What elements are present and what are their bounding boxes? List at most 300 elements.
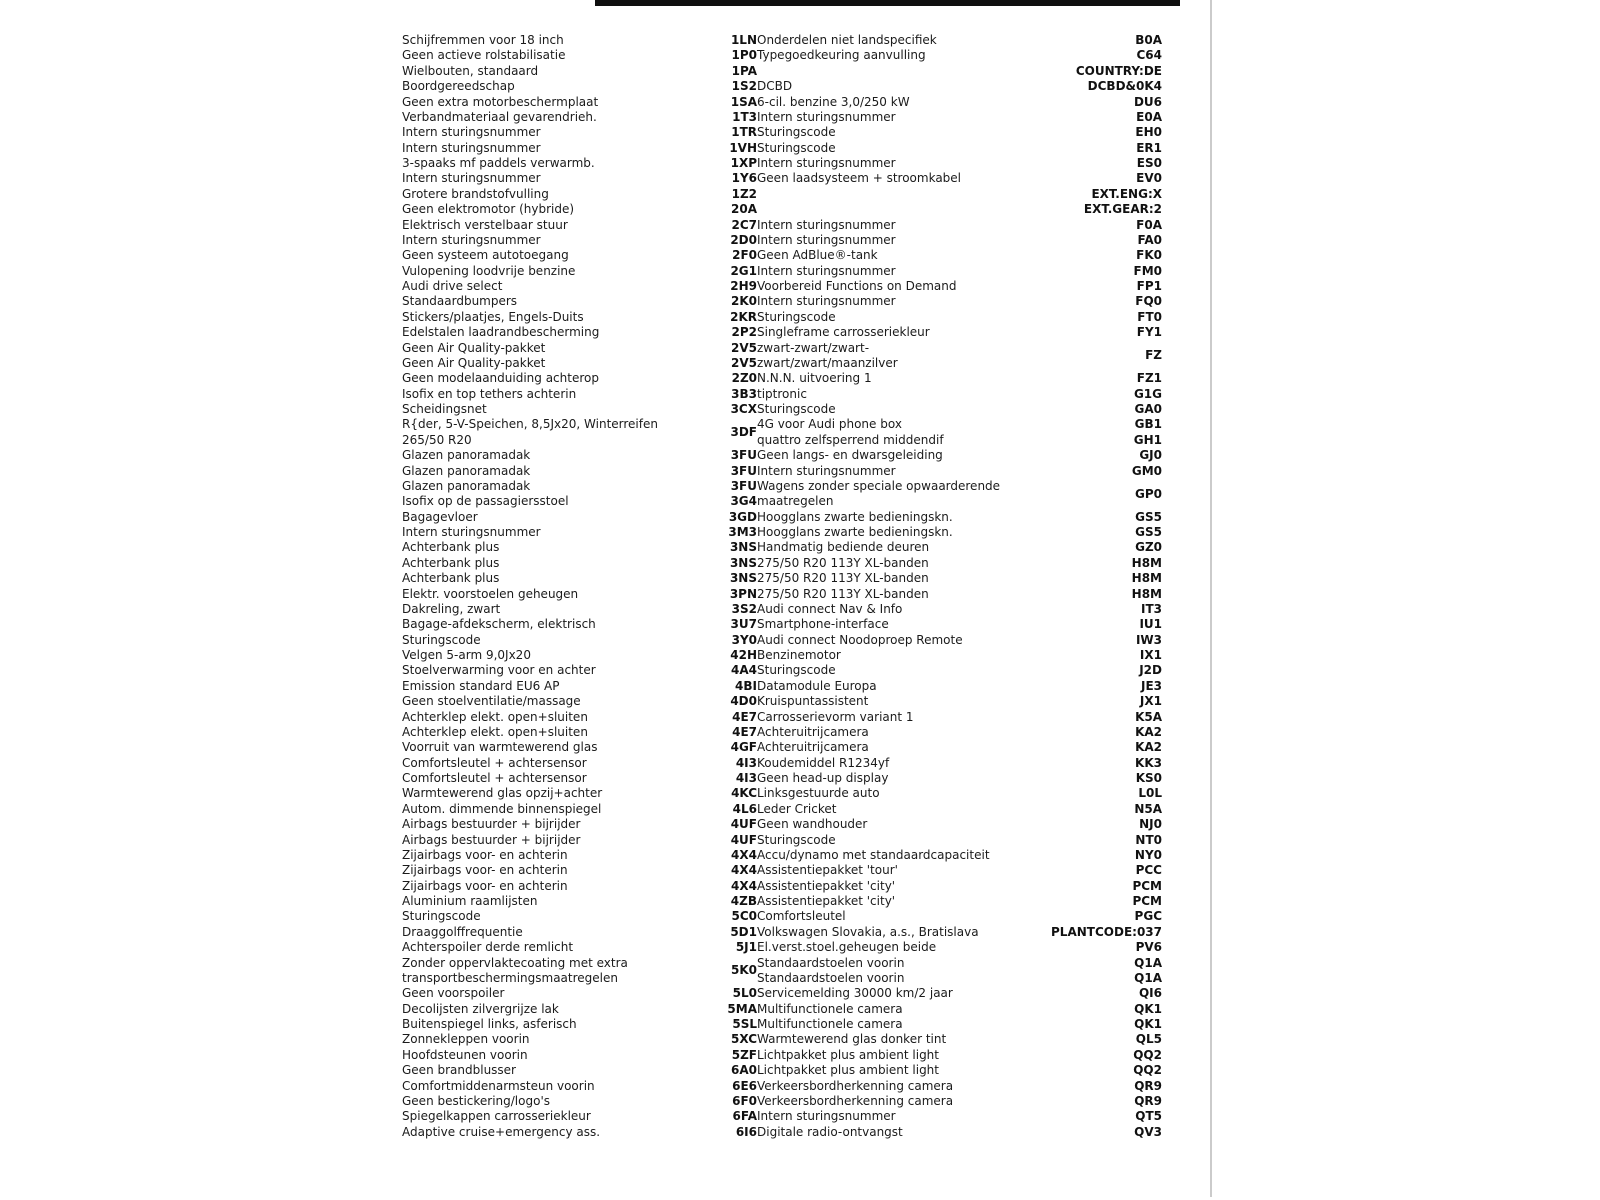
right-code-cell: KK3: [1135, 755, 1162, 770]
right-description-cell: Onderdelen niet landspecifiek: [757, 33, 937, 47]
right-code-cell: QR9: [1134, 1093, 1162, 1108]
left-code-cell: 2D0: [730, 232, 757, 247]
right-description-cell: 6-cil. benzine 3,0/250 kW: [757, 94, 910, 109]
left-code-cell: 4D0: [730, 694, 757, 709]
table-row: [402, 986, 1162, 1001]
right-description-cell: Achteruitrijcamera: [757, 724, 869, 739]
table-row: [402, 64, 1162, 79]
right-description-cell: Achteruitrijcamera: [757, 740, 869, 755]
table-row: [402, 464, 1162, 479]
left-description-cell: Comfortsleutel + achtersensor: [402, 771, 587, 785]
table-row: [402, 756, 1162, 771]
left-code-cell: 4ZB: [730, 894, 757, 908]
right-description-cell: Hoogglans zwarte bedieningskn.: [757, 509, 953, 524]
table-row: [402, 817, 1162, 832]
right-code-cell: GM0: [1131, 463, 1162, 478]
table-row: [402, 971, 1162, 986]
left-description-cell: Achterklep elekt. open+sluiten: [402, 724, 588, 739]
left-description-cell: Draaggolffrequentie: [402, 924, 523, 939]
left-code-cell: 4E7: [732, 709, 757, 724]
table-row: [402, 663, 1162, 678]
right-code-cell: PCC: [1135, 863, 1162, 878]
left-description-cell: Intern sturingsnummer: [402, 125, 541, 140]
left-description-cell: Decolijsten zilvergrijze lak: [402, 1001, 559, 1016]
left-code-cell: 20A: [731, 202, 757, 217]
right-description-cell: Voorbereid Functions on Demand: [757, 279, 957, 293]
right-code-cell: G1G: [1133, 386, 1162, 401]
left-description-cell: Airbags bestuurder + bijrijder: [402, 817, 581, 832]
right-code-cell: GB1: [1134, 417, 1162, 432]
right-description-cell: Sturingscode: [757, 402, 836, 416]
left-description-cell: Achterklep elekt. open+sluiten: [402, 709, 588, 724]
left-description-cell: Geen modelaanduiding achterop: [402, 371, 599, 386]
left-description-cell: Achterbank plus: [402, 540, 500, 555]
left-code-cell: 6FA: [732, 1109, 757, 1124]
right-code-cell: FP1: [1136, 279, 1162, 293]
right-description-cell: Standaardstoelen voorin: [757, 955, 905, 970]
right-description-cell: Sturingscode: [757, 125, 836, 140]
right-code-cell: PCM: [1132, 894, 1162, 908]
right-code-cell: QL5: [1135, 1032, 1162, 1047]
left-code-cell: 2H9: [730, 279, 757, 293]
table-row: [402, 95, 1162, 110]
right-description-cell: Carrosserievorm variant 1: [757, 709, 914, 724]
left-description-cell: Comfortsleutel + achtersensor: [402, 755, 587, 770]
right-description-cell: Comfortsleutel: [757, 909, 846, 924]
table-row: [402, 371, 1162, 386]
right-description-cell: Koudemiddel R1234yf: [757, 755, 890, 770]
right-description-cell: [757, 187, 1040, 202]
right-description-cell: [757, 202, 1040, 217]
right-code-cell: H8M: [1131, 555, 1162, 570]
left-code-cell: 2V5: [731, 340, 757, 355]
table-row: [402, 925, 1162, 940]
right-code-cell: QR9: [1134, 1078, 1162, 1093]
table-row: [402, 940, 1162, 955]
left-code-cell: 3U7: [730, 617, 757, 632]
table-row: [402, 771, 1162, 786]
right-code-cell: ER1: [1136, 140, 1162, 155]
left-code-cell: 6E6: [732, 1078, 757, 1093]
scan-artifact-bar: [595, 0, 1180, 6]
right-code-cell: QQ2: [1133, 1063, 1162, 1078]
table-row: [402, 417, 1162, 432]
table-row: [402, 433, 1162, 448]
right-code-cell: QI6: [1138, 986, 1162, 1001]
right-description-cell: zwart-zwart/zwart-: [757, 340, 870, 355]
left-description-cell: Warmtewerend glas opzij+achter: [402, 786, 603, 801]
table-row: [402, 556, 1162, 571]
left-code-cell: 4L6: [732, 801, 757, 816]
left-code-cell: 5MA: [727, 1001, 757, 1016]
right-code-cell: QK1: [1134, 1001, 1162, 1016]
right-description-cell: 275/50 R20 113Y XL-banden: [757, 586, 929, 601]
right-code-cell: J2D: [1139, 663, 1162, 678]
table-row: [402, 694, 1162, 709]
left-description-cell: Glazen panoramadak: [402, 448, 531, 463]
right-description-cell: N.N.N. uitvoering 1: [757, 371, 872, 386]
equipment-code-table: [402, 33, 1162, 1140]
left-description-cell: Edelstalen laadrandbescherming: [402, 325, 600, 340]
table-row: [402, 633, 1162, 648]
left-description-cell: Sturingscode: [402, 632, 481, 647]
left-description-cell: Spiegelkappen carrosseriekleur: [402, 1109, 591, 1124]
table-row: [402, 79, 1162, 94]
left-description-cell: Geen actieve rolstabilisatie: [402, 48, 566, 63]
right-description-cell: Volkswagen Slovakia, a.s., Bratislava: [757, 924, 979, 939]
left-description-cell: Scheidingsnet: [402, 402, 487, 416]
right-code-cell: GS5: [1135, 509, 1162, 524]
right-code-cell: H8M: [1131, 586, 1162, 601]
right-code-cell: GJ0: [1139, 448, 1162, 463]
left-description-cell: Intern sturingsnummer: [402, 171, 541, 186]
right-code-cell: PV6: [1135, 940, 1162, 955]
left-code-cell: 5L0: [732, 986, 757, 1001]
right-description-cell: Sturingscode: [757, 832, 836, 847]
left-code-cell: 3M3: [728, 525, 757, 539]
left-description-cell: Boordgereedschap: [402, 79, 515, 94]
table-row: [402, 740, 1162, 755]
right-code-cell: C64: [1136, 48, 1162, 63]
right-code-cell: GA0: [1134, 402, 1162, 416]
right-description-cell: Sturingscode: [757, 309, 836, 324]
left-code-cell: 4I3: [735, 755, 757, 770]
left-description-cell: Intern sturingsnummer: [402, 140, 541, 155]
right-code-cell: FA0: [1137, 232, 1162, 247]
right-description-cell: Lichtpakket plus ambient light: [757, 1063, 939, 1078]
right-description-cell: Intern sturingsnummer: [757, 232, 896, 247]
right-code-cell: QK1: [1134, 1017, 1162, 1031]
right-description-cell: Linksgestuurde auto: [757, 786, 880, 801]
left-description-cell: Vulopening loodvrije benzine: [402, 263, 576, 278]
right-description-cell: 275/50 R20 113Y XL-banden: [757, 571, 929, 586]
left-description-cell: Geen stoelventilatie/massage: [402, 694, 581, 709]
left-code-cell: 4KC: [731, 786, 757, 801]
left-description-cell: Standaardbumpers: [402, 294, 518, 309]
table-row: [402, 233, 1162, 248]
left-description-cell: Geen Air Quality-pakket: [402, 355, 546, 370]
left-code-cell: 1LN: [730, 33, 757, 47]
table-row: [402, 540, 1162, 555]
table-row: [402, 279, 1162, 294]
right-code-cell: FK0: [1136, 248, 1162, 263]
right-code-cell: KA2: [1135, 740, 1162, 755]
right-code-cell: E0A: [1136, 109, 1162, 124]
left-code-cell: 5SL: [732, 1017, 757, 1031]
left-description-cell: Voorruit van warmtewerend glas: [402, 740, 598, 755]
right-code-cell: JX1: [1139, 694, 1162, 709]
right-code-cell: K5A: [1135, 709, 1162, 724]
left-code-cell: 3PN: [729, 586, 757, 601]
left-description-cell: 3-spaaks mf paddels verwarmb.: [402, 156, 595, 170]
table-row: [402, 310, 1162, 325]
left-description-cell: Aluminium raamlijsten: [402, 894, 538, 908]
right-description-cell: Geen langs- en dwarsgeleiding: [757, 448, 943, 463]
table-row: [402, 956, 1162, 971]
right-description-cell: Verkeersbordherkenning camera: [757, 1078, 954, 1093]
right-code-cell: IW3: [1135, 632, 1162, 647]
right-description-cell: Wagens zonder speciale opwaarderende: [757, 478, 1001, 493]
right-code-cell: EV0: [1136, 171, 1162, 186]
left-description-cell: Schijfremmen voor 18 inch: [402, 33, 564, 47]
right-code-cell: QQ2: [1133, 1047, 1162, 1062]
left-description-cell: Stickers/plaatjes, Engels-Duits: [402, 309, 584, 324]
left-code-cell: 1P0: [731, 48, 757, 63]
table-row: [402, 725, 1162, 740]
left-description-cell: transportbeschermingsmaatregelen: [402, 970, 618, 985]
left-description-cell: Sturingscode: [402, 909, 481, 924]
left-code-cell: 3FU: [730, 463, 757, 478]
right-description-cell: Intern sturingsnummer: [757, 294, 896, 309]
table-row: [402, 587, 1162, 602]
left-code-cell: 1T3: [732, 109, 757, 124]
left-code-cell: 6I6: [735, 1124, 757, 1139]
right-description-cell: Hoogglans zwarte bedieningskn.: [757, 525, 953, 539]
right-description-cell: Lichtpakket plus ambient light: [757, 1047, 939, 1062]
table-row: [402, 1125, 1162, 1140]
left-code-cell: 4UF: [730, 832, 757, 847]
left-description-cell: Adaptive cruise+emergency ass.: [402, 1124, 601, 1139]
table-row: [402, 387, 1162, 402]
left-code-cell: 2G1: [730, 263, 757, 278]
left-description-cell: Geen systeem autotoegang: [402, 248, 569, 263]
right-description-cell: 4G voor Audi phone box: [757, 417, 902, 432]
left-code-cell: 2P2: [731, 325, 757, 340]
right-description-cell: Sturingscode: [757, 140, 836, 155]
right-code-cell: KA2: [1135, 724, 1162, 739]
left-description-cell: Velgen 5-arm 9,0Jx20: [402, 648, 531, 662]
right-description-cell: Multifunctionele camera: [757, 1001, 903, 1016]
right-code-cell: DU6: [1133, 94, 1162, 109]
table-row: [402, 264, 1162, 279]
right-code-cell: PGC: [1134, 909, 1162, 924]
left-code-cell: 3DF: [730, 425, 757, 440]
right-code-cell: GH1: [1133, 432, 1162, 447]
right-description-cell: Kruispuntassistent: [757, 694, 869, 709]
right-description-cell: 275/50 R20 113Y XL-banden: [757, 555, 929, 570]
left-description-cell: Geen voorspoiler: [402, 986, 505, 1001]
right-code-cell: FZ: [1145, 348, 1162, 363]
right-description-cell: El.verst.stoel.geheugen beide: [757, 940, 937, 955]
table-row: [402, 894, 1162, 909]
left-description-cell: R{der, 5-V-Speichen, 8,5Jx20, Winterreifen: [402, 417, 658, 432]
right-description-cell: Geen wandhouder: [757, 817, 868, 832]
table-row: [402, 294, 1162, 309]
right-code-cell: EXT.GEAR:2: [1083, 202, 1162, 217]
right-description-cell: Intern sturingsnummer: [757, 263, 896, 278]
left-code-cell: 1TR: [731, 125, 757, 140]
table-row: [402, 525, 1162, 540]
table-row: [402, 909, 1162, 924]
table-row: [402, 402, 1162, 417]
left-description-cell: Comfortmiddenarmsteun voorin: [402, 1078, 595, 1093]
right-description-cell: Assistentiepakket 'city': [757, 878, 896, 893]
table-row: [402, 1017, 1162, 1032]
left-description-cell: Geen Air Quality-pakket: [402, 340, 546, 355]
left-description-cell: Isofix op de passagiersstoel: [402, 494, 569, 509]
table-row: [402, 325, 1162, 340]
left-code-cell: 4A4: [731, 663, 757, 678]
left-description-cell: Geen extra motorbeschermplaat: [402, 94, 599, 109]
left-code-cell: 1Z2: [731, 186, 757, 201]
left-description-cell: Stoelverwarming voor en achter: [402, 663, 596, 678]
right-description-cell: Typegoedkeuring aanvulling: [757, 48, 926, 63]
table-row: [402, 879, 1162, 894]
right-code-cell: B0A: [1135, 33, 1162, 47]
table-row: [402, 863, 1162, 878]
left-code-cell: 3G4: [730, 494, 757, 509]
right-code-cell: GP0: [1135, 486, 1162, 501]
right-code-cell: N5A: [1134, 801, 1162, 816]
left-description-cell: Geen elektromotor (hybride): [402, 202, 575, 217]
left-description-cell: Zijairbags voor- en achterin: [402, 847, 568, 862]
left-code-cell: 2KR: [730, 309, 757, 324]
table-row: [402, 1094, 1162, 1109]
left-code-cell: 3NS: [729, 540, 757, 555]
table-row: [402, 1002, 1162, 1017]
right-description-cell: Singleframe carrosseriekleur: [757, 325, 930, 340]
right-code-cell: L0L: [1138, 786, 1162, 801]
table-row: [402, 1048, 1162, 1063]
left-description-cell: Glazen panoramadak: [402, 463, 531, 478]
right-description-cell: Audi connect Nav & Info: [757, 601, 903, 616]
left-description-cell: Autom. dimmende binnenspiegel: [402, 801, 602, 816]
left-description-cell: Achterbank plus: [402, 555, 500, 570]
right-code-cell: Q1A: [1134, 970, 1162, 985]
left-code-cell: 3FU: [730, 448, 757, 463]
left-code-cell: 3B3: [731, 386, 757, 401]
table-row: [402, 510, 1162, 525]
table-row: [402, 679, 1162, 694]
right-description-cell: Geen laadsysteem + stroomkabel: [757, 171, 962, 186]
right-code-cell: PLANTCODE:037: [1051, 924, 1162, 939]
table-row: [402, 110, 1162, 125]
left-code-cell: 4GF: [730, 740, 757, 755]
right-description-cell: Verkeersbordherkenning camera: [757, 1093, 954, 1108]
left-description-cell: Zonnekleppen voorin: [402, 1032, 530, 1047]
left-code-cell: 4X4: [731, 847, 757, 862]
table-row: [402, 125, 1162, 140]
right-description-cell: tiptronic: [757, 386, 807, 401]
left-description-cell: Audi drive select: [402, 279, 503, 293]
right-code-cell: DCBD&0K4: [1087, 79, 1162, 94]
right-description-cell: Assistentiepakket 'tour': [757, 863, 898, 878]
table-row: [402, 710, 1162, 725]
table-row: [402, 1032, 1162, 1047]
table-row: [402, 571, 1162, 586]
table-row: [402, 33, 1162, 48]
left-code-cell: 5D1: [730, 924, 757, 939]
left-description-cell: Zonder oppervlaktecoating met extra: [402, 955, 628, 970]
right-code-cell: GS5: [1135, 525, 1162, 539]
left-code-cell: 4X4: [731, 878, 757, 893]
left-description-cell: Zijairbags voor- en achterin: [402, 878, 568, 893]
left-description-cell: Hoofdsteunen voorin: [402, 1047, 528, 1062]
table-row: [402, 479, 1162, 494]
right-description-cell: Geen AdBlue®-tank: [757, 248, 878, 263]
right-code-cell: EXT.ENG:X: [1091, 186, 1162, 201]
left-description-cell: Intern sturingsnummer: [402, 232, 541, 247]
left-code-cell: 2Z0: [731, 371, 757, 386]
table-row: [402, 1063, 1162, 1078]
right-description-cell: Standaardstoelen voorin: [757, 970, 905, 985]
right-code-cell: IU1: [1139, 617, 1162, 632]
left-code-cell: 4BI: [735, 678, 757, 693]
table-row: [402, 802, 1162, 817]
right-code-cell: JE3: [1140, 678, 1162, 693]
table-row: [402, 141, 1162, 156]
left-description-cell: Wielbouten, standaard: [402, 63, 539, 78]
right-code-cell: ES0: [1136, 156, 1162, 170]
left-code-cell: 3NS: [729, 555, 757, 570]
left-code-cell: 5XC: [731, 1032, 757, 1047]
right-code-cell: IX1: [1139, 648, 1162, 662]
left-description-cell: Buitenspiegel links, asferisch: [402, 1017, 577, 1031]
right-code-cell: Q1A: [1134, 955, 1162, 970]
right-code-cell: F0A: [1136, 217, 1162, 232]
left-description-cell: Airbags bestuurder + bijrijder: [402, 832, 581, 847]
left-code-cell: 1XP: [730, 156, 757, 170]
right-code-cell: GZ0: [1135, 540, 1162, 555]
right-description-cell: zwart/zwart/maanzilver: [757, 355, 898, 370]
right-description-cell: Benzinemotor: [757, 648, 841, 662]
left-description-cell: Bagagevloer: [402, 509, 478, 524]
right-description-cell: Leder Cricket: [757, 801, 837, 816]
table-row: [402, 187, 1162, 202]
left-code-cell: 42H: [730, 648, 757, 662]
right-description-cell: Intern sturingsnummer: [757, 217, 896, 232]
left-code-cell: 1SA: [730, 94, 757, 109]
page-edge-line: [1210, 0, 1212, 1197]
right-description-cell: Smartphone-interface: [757, 617, 889, 632]
right-description-cell: maatregelen: [757, 494, 834, 509]
right-description-cell: Handmatig bediende deuren: [757, 540, 930, 555]
right-code-cell: QV3: [1134, 1124, 1162, 1139]
left-description-cell: Achterspoiler derde remlicht: [402, 940, 574, 955]
right-description-cell: Intern sturingsnummer: [757, 463, 896, 478]
right-code-cell: QT5: [1135, 1109, 1162, 1124]
table-row: [402, 602, 1162, 617]
right-code-cell: FT0: [1137, 309, 1162, 324]
left-code-cell: 5J1: [735, 940, 757, 955]
left-code-cell: 3S2: [731, 601, 757, 616]
left-code-cell: 2V5: [731, 355, 757, 370]
right-description-cell: Warmtewerend glas donker tint: [757, 1032, 947, 1047]
right-code-cell: H8M: [1131, 571, 1162, 586]
equipment-code-table-body: [402, 33, 1162, 1140]
left-description-cell: 265/50 R20: [402, 432, 472, 447]
right-description-cell: Intern sturingsnummer: [757, 109, 896, 124]
right-description-cell: quattro zelfsperrend middendif: [757, 432, 944, 447]
right-description-cell: Intern sturingsnummer: [757, 1109, 896, 1124]
left-description-cell: Emission standard EU6 AP: [402, 678, 560, 693]
right-code-cell: NT0: [1135, 832, 1162, 847]
left-description-cell: Elektr. voorstoelen geheugen: [402, 586, 579, 601]
right-description-cell: Geen head-up display: [757, 771, 889, 785]
left-code-cell: 1S2: [731, 79, 757, 94]
table-row: [402, 202, 1162, 217]
right-description-cell: Datamodule Europa: [757, 678, 877, 693]
right-description-cell: DCBD: [757, 79, 793, 94]
right-code-cell: NY0: [1134, 847, 1162, 862]
right-code-cell: NJ0: [1139, 817, 1162, 832]
right-code-cell: FY1: [1136, 325, 1162, 340]
right-description-cell: Multifunctionele camera: [757, 1017, 903, 1031]
table-row: [402, 171, 1162, 186]
right-code-cell: KS0: [1135, 771, 1162, 785]
left-code-cell: 4E7: [732, 724, 757, 739]
table-row: [402, 156, 1162, 171]
